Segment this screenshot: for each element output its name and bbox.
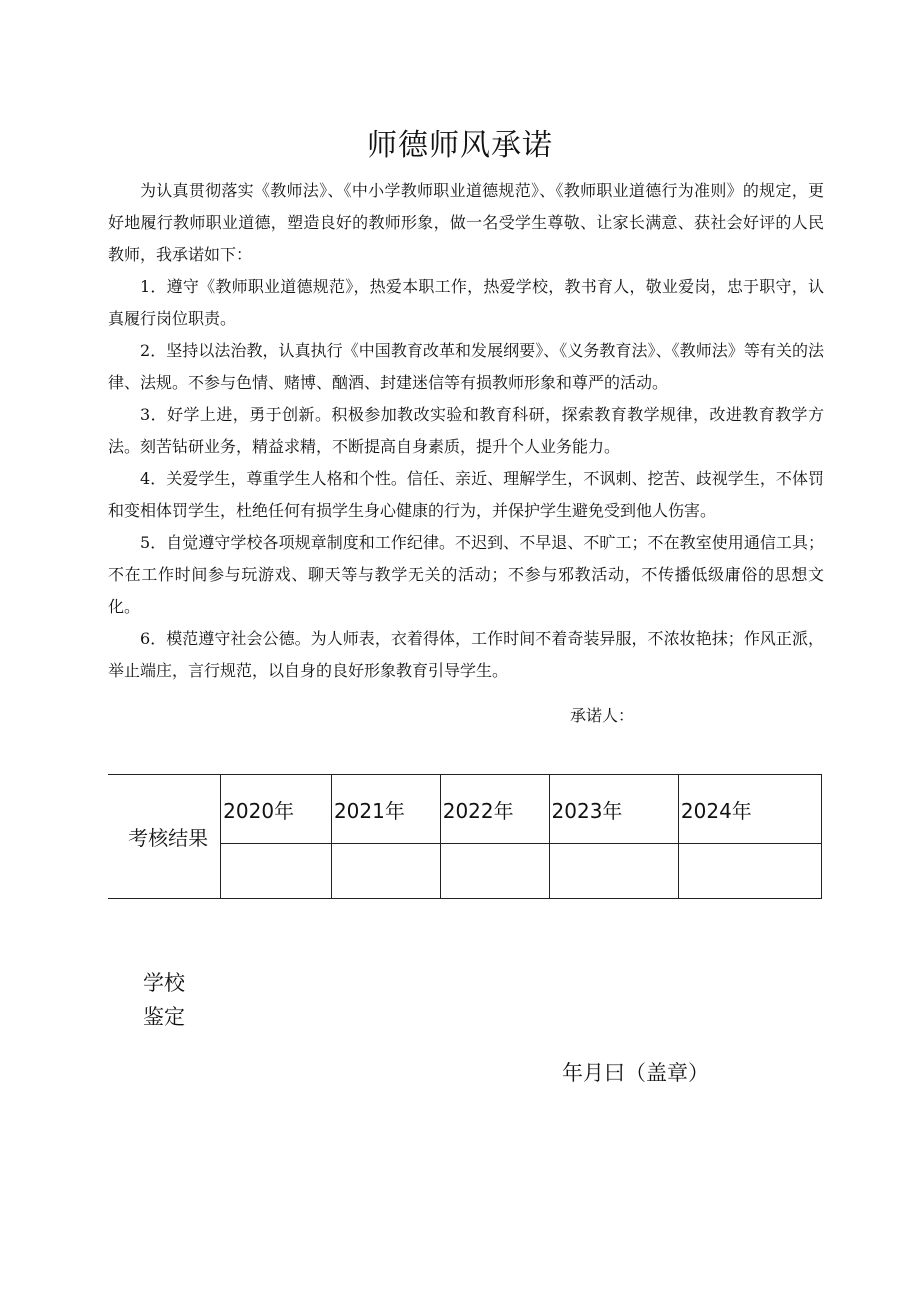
date-seal-label: 年月曰（盖章） — [562, 1061, 709, 1085]
commitment-item-1: 1．遵守《教师职业道德规范》，热爱本职工作，热爱学校，教书育人，敬业爱岗，忠于职守，认真履行岗位职责。 — [108, 277, 824, 328]
signer-label: 承诺人： — [570, 706, 635, 725]
commitment-item-4: 4．关爱学生，尊重学生人格和个性。信任、亲近、理解学生，不讽刺、挖苦、歧视学生，不体罚和变相体罚学生，杜绝任何有损学生身心健康的行为，并保护学生避免受到他人伤害。 — [108, 469, 824, 520]
school-label-line-2: 鉴定 — [143, 1005, 185, 1029]
result-cell-2022 — [440, 844, 549, 899]
intro-paragraph: 为认真贯彻落实《教师法》、《中小学教师职业道德规范》、《教师职业道德行为准则》的规定，更好地履行教师职业道德，塑造良好的教师形象，做一名受学生尊敬、让家长满意、获社会好评的人民教师，我承诺如下： — [108, 181, 824, 264]
commitment-item-3: 3．好学上进，勇于创新。积极参加教改实验和教育科研，探索教育教学规律，改进教育教学方法。刻苦钻研业务，精益求精，不断提高自身素质，提升个人业务能力。 — [108, 405, 824, 456]
document-title: 师德师风承诺 — [367, 128, 553, 163]
year-cell-2021: 2021年 — [331, 775, 440, 844]
result-cell-2024 — [678, 844, 821, 899]
school-appraisal-label — [143, 966, 185, 1034]
commitment-item-6: 6．模范遵守社会公德。为人师表，衣着得体，工作时间不着奇装异服，不浓妆艳抹；作风正派，举止端庄，言行规范，以自身的良好形象教育引导学生。 — [108, 629, 824, 680]
result-cell-2020 — [221, 844, 332, 899]
evaluation-row-label: 考核结果 — [108, 775, 221, 899]
result-cell-2021 — [331, 844, 440, 899]
year-cell-2020: 2020年 — [221, 775, 332, 844]
evaluation-year-row — [108, 775, 822, 844]
year-cell-2022: 2022年 — [440, 775, 549, 844]
commitment-item-5: 5．自觉遵守学校各项规章制度和工作纪律。不迟到、不早退、不旷工；不在教室使用通信工具；不在工作时间参与玩游戏、聊天等与教学无关的活动；不参与邪教活动，不传播低级庸俗的思想文化。 — [108, 533, 824, 616]
result-cell-2023 — [549, 844, 678, 899]
year-cell-2024: 2024年 — [678, 775, 821, 844]
commitment-body — [108, 175, 824, 687]
commitment-item-2: 2．坚持以法治教，认真执行《中国教育改革和发展纲要》、《义务教育法》、《教师法》等有关的法律、法规。不参与色情、赌博、酗酒、封建迷信等有损教师形象和尊严的活动。 — [108, 341, 824, 392]
evaluation-table — [108, 774, 822, 899]
year-cell-2023: 2023年 — [549, 775, 678, 844]
school-label-line-1: 学校 — [143, 971, 185, 995]
